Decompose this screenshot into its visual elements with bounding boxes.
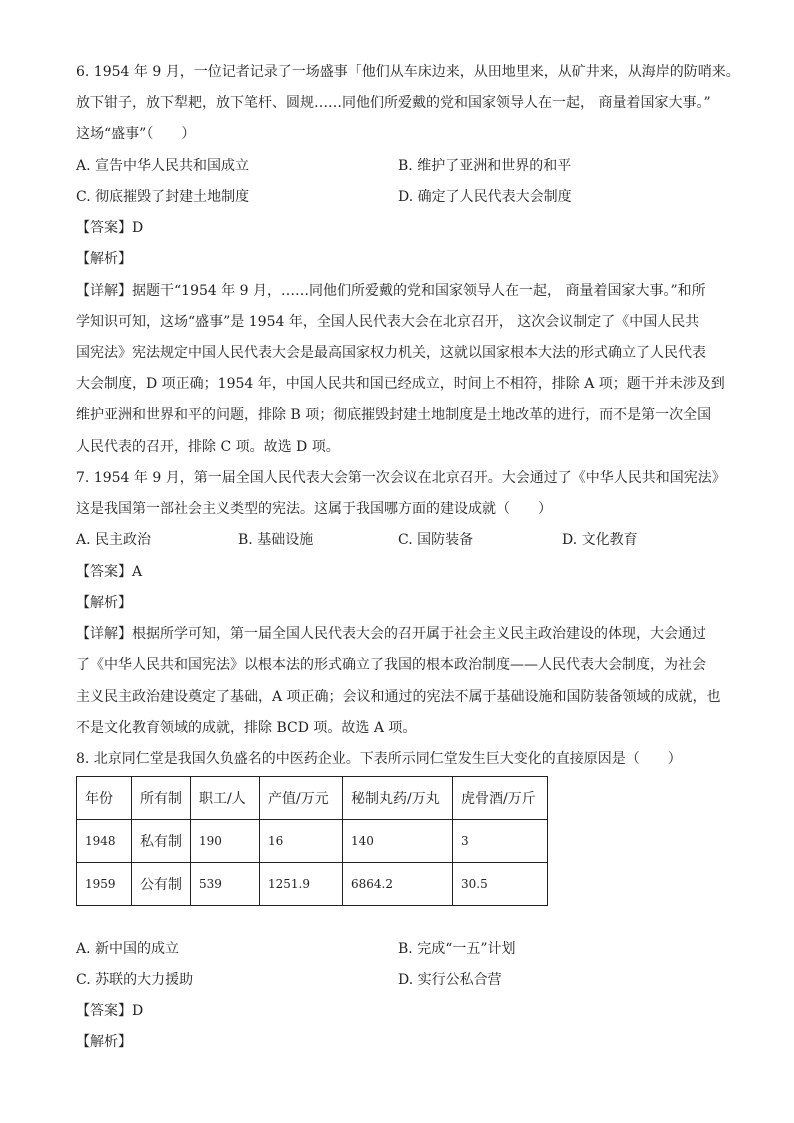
q6-detail-line-2: 学知识可知，这场“盛事”是 1954 年，全国人民代表大会在北京召开， 这次会议制定了《中国人民共: [76, 314, 700, 330]
answer-label: 【答案】: [76, 220, 132, 236]
q6-detail-line-1: 【详解】据题干“1954 年 9 月，……同他们所爱戴的党和国家领导人在一起， 商量着国家大事。”和所: [76, 283, 706, 299]
answer-value: A: [132, 564, 143, 580]
q6-option-b: B. 维护了亚洲和世界的和平: [398, 158, 572, 174]
table-cell: 1251.9: [260, 863, 343, 906]
table-cell: 1959: [77, 863, 132, 906]
q7-detail-line-1: 【详解】根据所学可知，第一届全国人民代表大会的召开属于社会主义民主政治建设的体现，大会通过: [76, 626, 706, 642]
q6-stem-line-1: 6. 1954 年 9 月，一位记者记录了一场盛事「他们从车床边来，从田地里来，从矿井来，从海岸的防哨来。: [76, 64, 740, 80]
answer-value: D: [132, 1003, 144, 1019]
q7-option-a: A. 民主政治: [76, 532, 152, 548]
q6-detail-line-5: 维护亚洲和世界和平的问题，排除 B 项；彻底摧毁封建土地制度是土地改革的进行，而不是第一次全国: [76, 407, 712, 423]
q8-option-a: A. 新中国的成立: [76, 941, 180, 957]
q6-stem-line-3: 这场“盛事”（ ）: [76, 126, 196, 142]
q7-option-c: C. 国防装备: [398, 532, 474, 548]
table-cell: 6864.2: [343, 863, 453, 906]
q6-detail-line-4: 大会制度，D 项正确；1954 年，中国人民共和国已经成立，时间上不相符，排除 A 项；题干并未涉及到: [76, 376, 725, 392]
table-header-cell: 年份: [77, 777, 132, 820]
table-header-cell: 职工/人: [191, 777, 260, 820]
q6-stem-line-2: 放下钳子，放下犁耙，放下笔杆、圆规……同他们所爱戴的党和国家领导人在一起， 商量着国家大事。”: [76, 95, 711, 111]
q7-analysis-label: 【解析】: [76, 595, 132, 611]
q7-detail-line-3: 主义民主政治建设奠定了基础，A 项正确；会议和通过的宪法不属于基础设施和国防装备领域的成就，也: [76, 689, 721, 705]
q6-analysis-label: 【解析】: [76, 251, 132, 267]
q8-answer: [76, 1001, 143, 1021]
q7-detail-line-4: 不是文化教育领域的成就，排除 BCD 项。故选 A 项。: [76, 720, 417, 736]
table-cell: 539: [191, 863, 260, 906]
table-header-cell: 所有制: [132, 777, 191, 820]
table-cell: 3: [453, 820, 548, 863]
table-cell: 190: [191, 820, 260, 863]
table-row: [77, 863, 548, 906]
table-cell: 公有制: [132, 863, 191, 906]
q7-answer: [76, 562, 142, 582]
q6-option-a: A. 宣告中华人民共和国成立: [76, 158, 250, 174]
q8-analysis-label: 【解析】: [76, 1034, 132, 1050]
q6-answer: [76, 218, 143, 238]
q8-data-table: [76, 776, 548, 906]
table-cell: 140: [343, 820, 453, 863]
q6-detail-line-3: 国宪法》宪法规定中国人民代表大会是最高国家权力机关，这就以国家根本大法的形式确立了人民代表: [76, 345, 706, 361]
q8-option-b: B. 完成“一五”计划: [398, 941, 516, 957]
table-row: [77, 820, 548, 863]
answer-value: D: [132, 220, 144, 236]
answer-label: 【答案】: [76, 564, 132, 580]
q7-option-b: B. 基础设施: [238, 532, 314, 548]
answer-label: 【答案】: [76, 1003, 132, 1019]
table-header-cell: 产值/万元: [260, 777, 343, 820]
table-header-cell: 虎骨酒/万斤: [453, 777, 548, 820]
q6-option-c: C. 彻底摧毁了封建土地制度: [76, 189, 250, 205]
q8-option-d: D. 实行公私合营: [398, 972, 502, 988]
table-cell: 30.5: [453, 863, 548, 906]
table-cell: 私有制: [132, 820, 191, 863]
table-header-row: [77, 777, 548, 820]
q7-stem-line-2: 这是我国第一部社会主义类型的宪法。这属于我国哪方面的建设成就（ ）: [76, 501, 552, 517]
q7-option-d: D. 文化教育: [562, 532, 638, 548]
q8-stem-line-1: 8. 北京同仁堂是我国久负盛名的中医药企业。下表所示同仁堂发生巨大变化的直接原因是（ ）: [76, 751, 682, 767]
q8-option-c: C. 苏联的大力援助: [76, 972, 194, 988]
q7-detail-line-2: 了《中华人民共和国宪法》以根本法的形式确立了我国的根本政治制度——人民代表大会制度，为社会: [76, 657, 706, 673]
table-header-cell: 秘制丸药/万丸: [343, 777, 453, 820]
table-cell: 16: [260, 820, 343, 863]
q6-option-d: D. 确定了人民代表大会制度: [398, 189, 572, 205]
q6-detail-line-6: 人民代表的召开，排除 C 项。故选 D 项。: [76, 439, 340, 455]
table-cell: 1948: [77, 820, 132, 863]
q7-stem-line-1: 7. 1954 年 9 月，第一届全国人民代表大会第一次会议在北京召开。大会通过了《中华人民共和国宪法》: [76, 470, 726, 486]
